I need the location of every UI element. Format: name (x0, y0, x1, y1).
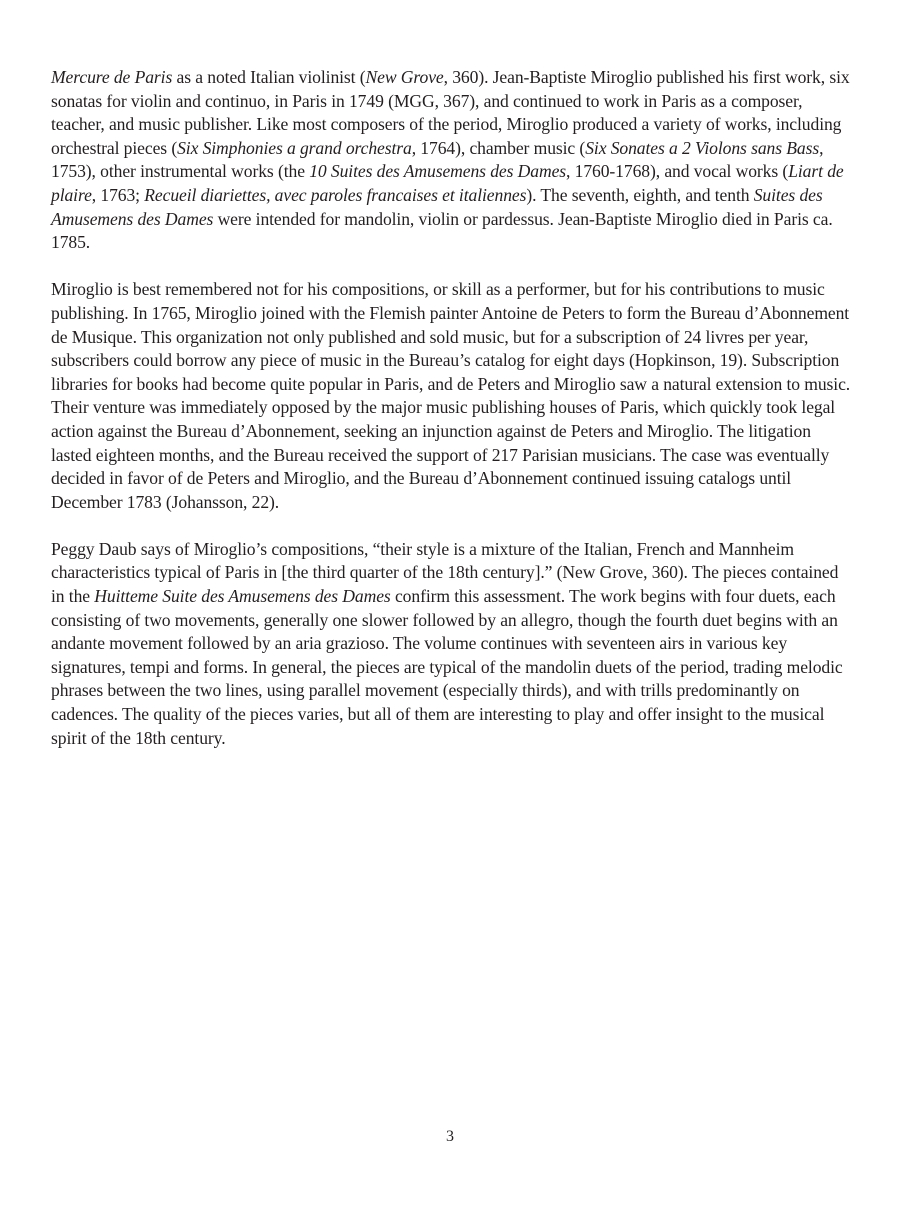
text-segment: Liart de plaire (51, 161, 844, 205)
text-segment: Recueil diariettes, avec paroles francaises et italiennes (144, 184, 527, 205)
text-segment: confirm this assessment. The work begins with four duets, each consisting of two movements, generally one slower followed by an allegro, though the fourth duet begins with an andante movement followed by an aria grazioso. The volume continues with seventeen airs in various key signatures, tempi and forms. In general, the pieces are typical of the mandolin duets of the period, trading melodic phrases between the two lines, using parallel movement (especially thirds), and with trills predominantly on cadences. The quality of the pieces varies, but all of them are interesting to play and offer insight to the musical spirit of the 18th century. (51, 586, 843, 748)
text-segment: ). The seventh, eighth, and tenth (526, 184, 754, 205)
paragraph-compositions-assessment (51, 538, 851, 750)
paragraph-music-publishing (51, 278, 851, 514)
text-segment: Six Sonates a 2 Violons sans Bass (585, 137, 820, 158)
text-segment: Miroglio is best remembered not for his compositions, or skill as a performer, but for his contributions to music publishing. In 1765, Miroglio joined with the Flemish painter Antoine de Peters to form the Bureau d’Abonnement de Musique. This organization not only published and sold music, but for a subscription of 24 livres per year, subscribers could borrow any piece of music in the Bureau’s catalog for eight days (Hopkinson, 19). Subscription libraries for books had become quite popular in Paris, and de Peters and Miroglio saw a natural extension to music. Their venture was immediately opposed by the major music publishing houses of Paris, which quickly took legal action against the Bureau d’Abonnement, seeking an injunction against de Peters and Miroglio. The litigation lasted eighteen months, and the Bureau received the support of 217 Parisian musicians. The case was eventually decided in favor of de Peters and Miroglio, and the Bureau d’Abonnement continued issuing catalogs until December 1783 (Johansson, 22). (51, 279, 851, 512)
text-segment: Huitteme Suite des Amusemens des Dames (94, 586, 391, 607)
text-segment: 10 Suites des Amusemens des Dames (309, 161, 567, 182)
page-number: 3 (446, 1128, 454, 1145)
text-segment: Six Simphonies a grand orchestra (177, 137, 412, 158)
text-segment: New Grove (365, 67, 444, 87)
text-segment: , 360). Jean-Baptiste Miroglio published his first work, six sonatas for violin and continuo, in Paris in 1749 (MGG, 367), and continued to work in Paris as a composer, teacher, and music publisher. Like most composers of the period, Miroglio produced a variety of works, including orchestral pieces ( (51, 67, 850, 158)
text-segment: as a noted Italian violinist ( (172, 67, 366, 87)
text-segment: Suites des Amusemens des Dames (51, 184, 823, 229)
text-segment: , 1764), chamber music ( (411, 137, 586, 158)
paragraph-miroglio-biography (51, 66, 851, 255)
text-segment: , 1760-1768), and vocal works ( (566, 161, 789, 182)
text-segment: were intended for mandolin, violin or pardessus. Jean-Baptiste Miroglio died in Paris ca. 1785. (51, 208, 833, 253)
text-segment: Mercure de Paris (51, 67, 173, 87)
text-segment: , 1753), other instrumental works (the (51, 137, 824, 182)
text-segment: Peggy Daub says of Miroglio’s compositions, “their style is a mixture of the Italian, French and Mannheim characteristics typical of Paris in [the third quarter of the 18th century].” (New Grove, 360). The pieces contained in the (51, 538, 839, 607)
document-body (51, 66, 851, 774)
text-segment: , 1763; (91, 184, 145, 205)
